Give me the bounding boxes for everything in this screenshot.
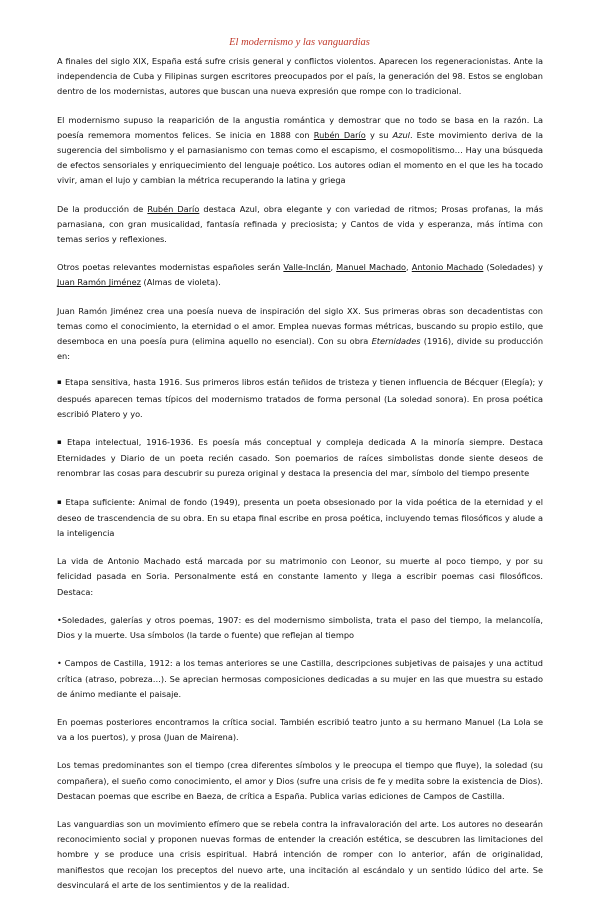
author-link-valle-inclan: Valle-Inclán	[283, 262, 331, 273]
paragraph-text: (Soledades) y	[483, 262, 543, 273]
author-link-ruben-dario: Rubén Darío	[147, 203, 200, 214]
paragraph-juan-ramon	[57, 304, 543, 365]
separator: ,	[406, 262, 412, 273]
paragraph-ruben-dario	[57, 202, 543, 248]
bullet-marker	[57, 377, 65, 387]
bullet-marker	[57, 497, 66, 507]
author-link-juan-ramon-jimenez: Juan Ramón Jiménez	[57, 277, 141, 288]
separator: ,	[330, 262, 337, 273]
author-link-ruben-dario: Rubén Darío	[313, 129, 366, 140]
bullet-text: Etapa intelectual, 1916-1936. Es poesía más conceptual y compleja dedicada A la minoría siempre. Destaca Eternidades y Diario de un poeta recién casado. Son poemarios de raíces simbolistas donde siente deseos de renombrar las cosas para descubrir su pureza original y destaca la presencia del mar, símbolo del tiempo presente	[57, 437, 543, 479]
paragraph-antonio-machado: La vida de Antonio Machado está marcada por su matrimonio con Leonor, su muerte al poco tiempo, y por su felicidad pasada en Soria. Personalmente está en constante lamento y llega a escribir poemas casi filosóficos. Destaca:	[57, 556, 543, 597]
work-title-azul: Azul	[392, 129, 410, 140]
paragraph-themes: Los temas predominantes son el tiempo (crea diferentes símbolos y le preocupa el tiempo que fluye), la soledad (su compañera), el sueño como conocimiento, el amor y Dios (sufre una crisis de fe y medita sobre la existencia de Dios). Destacan poemas que escribe en Baeza, de crítica a España. Publica varias ediciones de Campos de Castilla.	[57, 760, 543, 801]
paragraph-modernismo	[57, 113, 543, 189]
paragraph-text: Otros poetas relevantes modernistas españoles serán	[57, 262, 284, 273]
paragraph-text: y su	[365, 129, 393, 140]
bullet-etapa-suficiente	[57, 495, 543, 542]
page-title: El modernismo y las vanguardias	[229, 37, 370, 48]
author-link-manuel-machado: Manuel Machado	[336, 262, 407, 273]
bullet-text: Etapa sensitiva, hasta 1916. Sus primeros libros están teñidos de tristeza y tienen influencia de Bécquer (Elegía); y después aparecen temas típicos del modernismo tratados de forma personal (La soledad sonora). En prosa poética escribió Platero y yo.	[57, 377, 543, 419]
paragraph-campos-de-castilla: • Campos de Castilla, 1912: a los temas anteriores se une Castilla, descripciones subjetivas de paisajes y una actitud crítica (atraso, pobreza…). Se aprecian hermosas composiciones dedicadas a su mujer en las que muestra su estado de ánimo mediante el paisaje.	[57, 658, 543, 699]
author-link-antonio-machado: Antonio Machado	[411, 262, 484, 273]
paragraph-later-poems: En poemas posteriores encontramos la crítica social. También escribió teatro junto a su hermano Manuel (La Lola se va a los puertos), y prosa (Juan de Mairena).	[57, 716, 543, 743]
paragraph-text: El modernismo supuso la reaparición de la angustia romántica y demostrar que no todo se basa en la razón. La poesía rememora momentos felices. Se inicia en 1888 con	[57, 114, 543, 140]
paragraph-other-poets	[57, 260, 543, 290]
paragraph-text: . Este movimiento deriva de la sugerencia del simbolismo y el parnasianismo con temas como el escapismo, el cosmopolitismo… Hay una búsqueda de efectos sensoriales y enriquecimiento del lenguaje poético. Los autores odian el momento en el que les ha tocado vivir, aman el lujo y cambian la métrica recuperando la latina y griega	[57, 129, 544, 186]
document-body	[57, 54, 543, 906]
paragraph-text: Juan Ramón Jiménez crea una poesía nueva de inspiración del siglo XX. Sus primeras obras son decadentistas con temas como el conocimiento, la eternidad o el amor. Emplea nuevas formas métricas, buscando su propio estilo, que desemboca en una poesía pura (elimina aquello no esencial). Con su obra	[57, 305, 543, 347]
bullet-marker	[57, 437, 67, 447]
paragraph-text: (Almas de violeta).	[140, 277, 221, 288]
paragraph-soledades: •Soledades, galerías y otros poemas, 1907: es del modernismo simbolista, trata el paso del tiempo, la melancolía, Dios y la muerte. Usa símbolos (la tarde o fuente) que reflejan al tiempo	[57, 614, 543, 641]
paragraph-vanguardias: Las vanguardias son un movimiento efímero que se rebela contra la infravaloración del arte. Los autores no desearán reconocimiento social y proponen nuevas formas de entender la creación estética, se descubren las limitaciones del hombre y se produce una crisis espiritual. Habrá intención de romper con lo anterior, afán de originalidad, manifiestos que recojan los preceptos del nuevo arte, una incitación al escándalo y un sentido lúdico del arte. Se desvinculará el arte de los sentimientos y de la realidad.	[57, 818, 543, 890]
paragraph-text: De la producción de	[57, 203, 148, 214]
paragraph-text: (1916), divide su producción en:	[57, 336, 544, 362]
paragraph-text: destaca Azul, obra elegante y con variedad de ritmos; Prosas profanas, la más parnasiana, con gran musicalidad, fantasía refinada y preciosista; y Cantos de vida y esperanza, más íntima con temas serios y reflexiones.	[57, 203, 543, 245]
paragraph-intro: A finales del siglo XIX, España está sufre crisis general y conflictos violentos. Aparecen los regeneracionistas. Ante la independencia de Cuba y Filipinas surgen escritores preocupados por el país, la generación del 98. Estos se engloban dentro de los modernistas, autores que buscan una nueva expresión que rompe con lo tradicional.	[57, 56, 543, 97]
bullet-text: Etapa suficiente: Animal de fondo (1949), presenta un poeta obsesionado por la vida poética de la eternidad y el deseo de trascendencia de su obra. En su etapa final escribe en prosa poética, incluyendo temas filosóficos y alude a la inteligencia	[57, 496, 543, 539]
work-title-eternidades: Eternidades	[371, 336, 421, 347]
bullet-etapa-intelectual	[57, 435, 543, 482]
bullet-etapa-sensitiva	[57, 375, 543, 422]
